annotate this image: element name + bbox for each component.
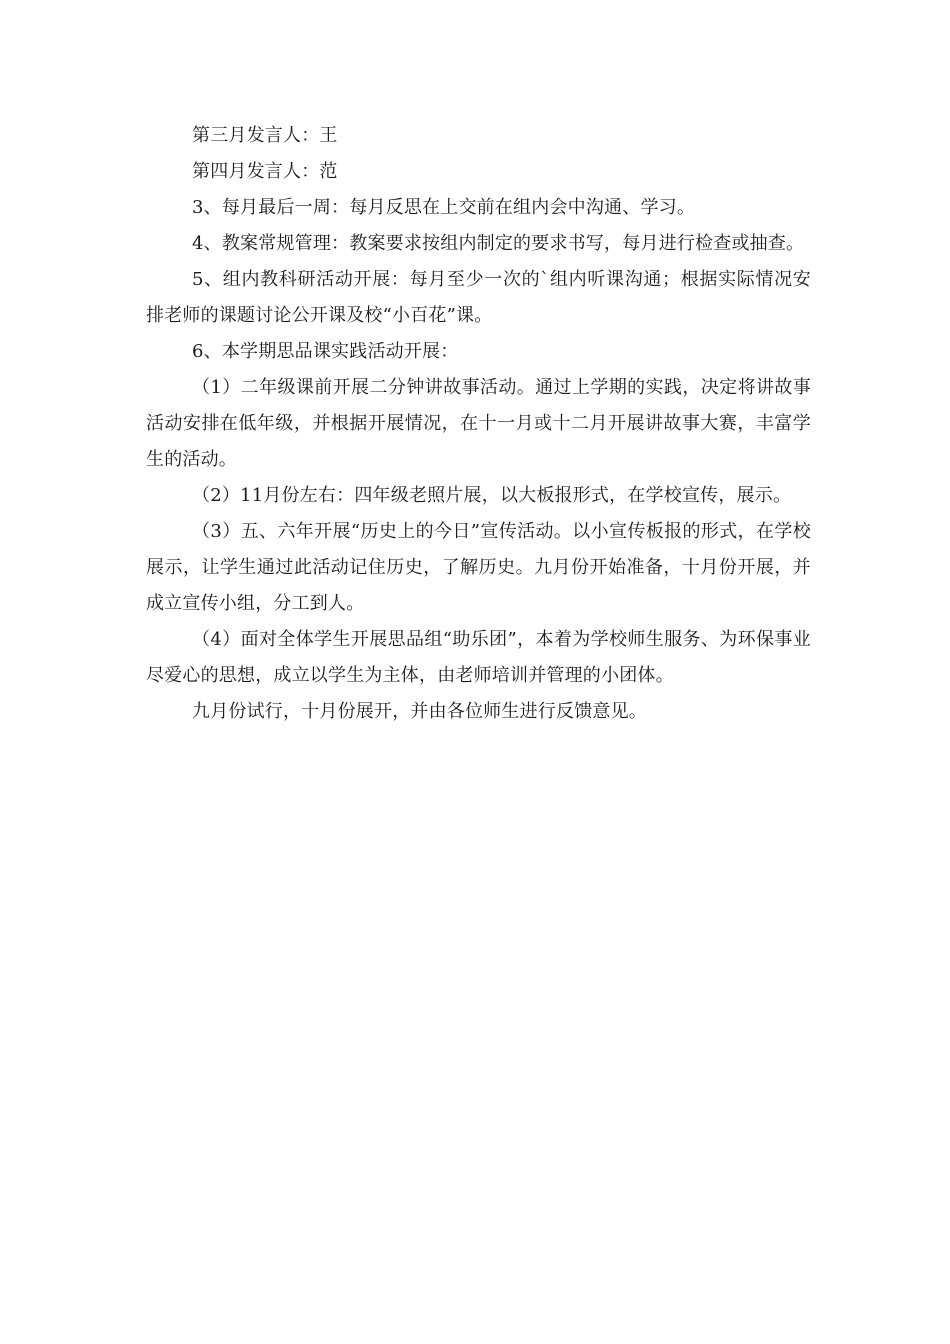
paragraph-sub-1 (146, 370, 811, 478)
text-line: 保事业尽爱心的思想，成立以学生为主体，由老师培训并管理的小团体。 (146, 629, 811, 686)
text-line: （1）二年级课前开展二分钟讲故事活动。通过上学期的实践，决定将讲 (192, 377, 775, 398)
paragraph-item-5 (146, 262, 811, 334)
text-line: 安排老师的课题讨论公开课及校“小百花”课。 (146, 269, 811, 326)
paragraph-sub-2 (146, 478, 811, 514)
text-line: 九月份试行，十月份展开，并由各位师生进行反馈意见。 (192, 701, 647, 722)
paragraph-speaker-month-3 (146, 118, 811, 154)
text-line: 5、组内教科研活动开展：每月至少一次的`组内听课沟通；根据实际情况 (192, 269, 793, 290)
text-line: （2）11月份左右：四年级老照片展，以大板报形式，在学校宣传，展示。 (192, 485, 792, 506)
text-line: 3、每月最后一周：每月反思在上交前在组内会中沟通、学习。 (192, 197, 696, 218)
document-body (146, 118, 811, 730)
text-line: 故事活动安排在低年级，并根据开展情况，在十一月或十二月开展讲故事大赛， (146, 377, 811, 434)
paragraph-speaker-month-4 (146, 154, 811, 190)
paragraph-sub-4 (146, 622, 811, 694)
text-line: 4、教案常规管理：教案要求按组内制定的要求书写，每月进行检查或抽 (192, 233, 768, 254)
paragraph-sub-3 (146, 514, 811, 622)
text-line: 查。 (767, 233, 805, 254)
paragraph-closing (146, 694, 811, 730)
paragraph-item-4 (146, 226, 811, 262)
text-line: （3）五、六年开展“历史上的今日”宣传活动。以小宣传板报的形式， (192, 521, 757, 542)
text-line: 丰富学生的活动。 (146, 413, 811, 470)
text-line: 份开展，并成立宣传小组，分工到人。 (146, 557, 811, 614)
paragraph-item-3 (146, 190, 811, 226)
text-line: 第三月发言人：王 (192, 125, 338, 146)
text-line: 在学校展示，让学生通过此活动记住历史，了解历史。九月份开始准备，十月 (146, 521, 811, 578)
text-line: （4）面对全体学生开展思品组“助乐团”，本着为学校师生服务、为环 (192, 629, 757, 650)
paragraph-item-6 (146, 334, 811, 370)
text-line: 6、本学期思品课实践活动开展： (192, 341, 459, 362)
text-line: 第四月发言人：范 (192, 161, 338, 182)
